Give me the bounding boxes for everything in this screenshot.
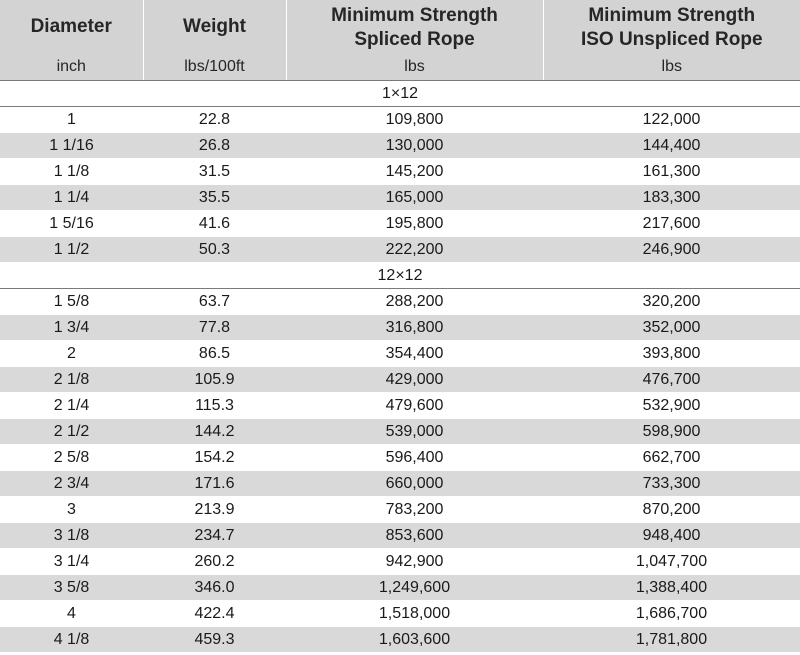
unit-unspliced: lbs [543,54,800,81]
unit-diameter: inch [0,54,143,81]
unspliced-strength-cell: 1,388,400 [543,575,800,601]
header-diameter-label: Diameter [30,16,112,37]
unspliced-strength-cell: 320,200 [543,289,800,315]
weight-cell: 26.8 [143,133,286,159]
header-spliced-strength [286,0,543,54]
unspliced-strength-cell: 1,047,700 [543,549,800,575]
unspliced-strength-cell: 662,700 [543,445,800,471]
weight-cell: 346.0 [143,575,286,601]
weight-cell: 77.8 [143,315,286,341]
spliced-strength-cell: 479,600 [286,393,543,419]
unspliced-strength-cell: 122,000 [543,107,800,133]
diameter-cell: 2 3/4 [0,471,143,497]
unspliced-strength-cell: 476,700 [543,367,800,393]
spliced-strength-cell: 429,000 [286,367,543,393]
weight-cell: 50.3 [143,237,286,263]
header-spliced-line2: Spliced Rope [354,29,475,50]
table-row [0,419,800,445]
table-row [0,471,800,497]
table-row [0,133,800,159]
table-row [0,523,800,549]
table-header [0,0,800,81]
spliced-strength-cell: 195,800 [286,211,543,237]
weight-cell: 422.4 [143,601,286,627]
unspliced-strength-cell: 1,686,700 [543,601,800,627]
section-row [0,81,800,107]
section-label: 12×12 [0,263,800,289]
unspliced-strength-cell: 161,300 [543,159,800,185]
spliced-strength-cell: 288,200 [286,289,543,315]
unspliced-strength-cell: 352,000 [543,315,800,341]
weight-cell: 31.5 [143,159,286,185]
spliced-strength-cell: 316,800 [286,315,543,341]
weight-cell: 234.7 [143,523,286,549]
unspliced-strength-cell: 393,800 [543,341,800,367]
table-row [0,315,800,341]
unit-weight: lbs/100ft [143,54,286,81]
header-unspliced-line2: ISO Unspliced Rope [580,29,763,50]
table-row [0,211,800,237]
table-row [0,159,800,185]
header-diameter [0,0,143,54]
spliced-strength-cell: 942,900 [286,549,543,575]
spliced-strength-cell: 783,200 [286,497,543,523]
diameter-cell: 1 1/4 [0,185,143,211]
spliced-strength-cell: 660,000 [286,471,543,497]
unspliced-strength-cell: 183,300 [543,185,800,211]
header-unspliced-line1: Minimum Strength [588,5,756,26]
diameter-cell: 1 1/2 [0,237,143,263]
table-row [0,107,800,133]
table-row [0,497,800,523]
table-row [0,575,800,601]
diameter-cell: 2 [0,341,143,367]
spliced-strength-cell: 596,400 [286,445,543,471]
table-row [0,601,800,627]
diameter-cell: 3 1/4 [0,549,143,575]
unspliced-strength-cell: 532,900 [543,393,800,419]
weight-cell: 459.3 [143,627,286,653]
spliced-strength-cell: 145,200 [286,159,543,185]
diameter-cell: 2 5/8 [0,445,143,471]
diameter-cell: 1 5/16 [0,211,143,237]
weight-cell: 35.5 [143,185,286,211]
header-unspliced-strength [543,0,800,54]
header-weight [143,0,286,54]
table-row [0,341,800,367]
table-row [0,185,800,211]
diameter-cell: 1 [0,107,143,133]
spliced-strength-cell: 222,200 [286,237,543,263]
header-spliced-line1: Minimum Strength [331,5,498,26]
weight-cell: 86.5 [143,341,286,367]
spliced-strength-cell: 354,400 [286,341,543,367]
diameter-cell: 2 1/8 [0,367,143,393]
diameter-cell: 3 5/8 [0,575,143,601]
table-row [0,549,800,575]
table-body [0,81,800,653]
diameter-cell: 4 [0,601,143,627]
unspliced-strength-cell: 870,200 [543,497,800,523]
spliced-strength-cell: 1,603,600 [286,627,543,653]
section-label: 1×12 [0,81,800,107]
diameter-cell: 3 [0,497,143,523]
weight-cell: 115.3 [143,393,286,419]
spliced-strength-cell: 1,518,000 [286,601,543,627]
unspliced-strength-cell: 217,600 [543,211,800,237]
table-row [0,393,800,419]
weight-cell: 144.2 [143,419,286,445]
unspliced-strength-cell: 246,900 [543,237,800,263]
diameter-cell: 2 1/2 [0,419,143,445]
diameter-cell: 1 5/8 [0,289,143,315]
weight-cell: 260.2 [143,549,286,575]
table-row [0,445,800,471]
table-row [0,627,800,653]
weight-cell: 63.7 [143,289,286,315]
section-row [0,263,800,289]
diameter-cell: 1 1/8 [0,159,143,185]
unspliced-strength-cell: 144,400 [543,133,800,159]
unit-spliced: lbs [286,54,543,81]
unspliced-strength-cell: 1,781,800 [543,627,800,653]
diameter-cell: 2 1/4 [0,393,143,419]
unspliced-strength-cell: 948,400 [543,523,800,549]
spliced-strength-cell: 539,000 [286,419,543,445]
header-title-row [0,0,800,54]
spliced-strength-cell: 1,249,600 [286,575,543,601]
spliced-strength-cell: 165,000 [286,185,543,211]
unspliced-strength-cell: 733,300 [543,471,800,497]
unspliced-strength-cell: 598,900 [543,419,800,445]
spliced-strength-cell: 853,600 [286,523,543,549]
weight-cell: 22.8 [143,107,286,133]
diameter-cell: 1 3/4 [0,315,143,341]
weight-cell: 213.9 [143,497,286,523]
diameter-cell: 4 1/8 [0,627,143,653]
weight-cell: 105.9 [143,367,286,393]
diameter-cell: 3 1/8 [0,523,143,549]
table-row [0,237,800,263]
weight-cell: 171.6 [143,471,286,497]
table-row [0,367,800,393]
diameter-cell: 1 1/16 [0,133,143,159]
header-weight-label: Weight [183,16,246,37]
weight-cell: 41.6 [143,211,286,237]
table-row [0,289,800,315]
spliced-strength-cell: 109,800 [286,107,543,133]
weight-cell: 154.2 [143,445,286,471]
spliced-strength-cell: 130,000 [286,133,543,159]
header-unit-row [0,54,800,81]
